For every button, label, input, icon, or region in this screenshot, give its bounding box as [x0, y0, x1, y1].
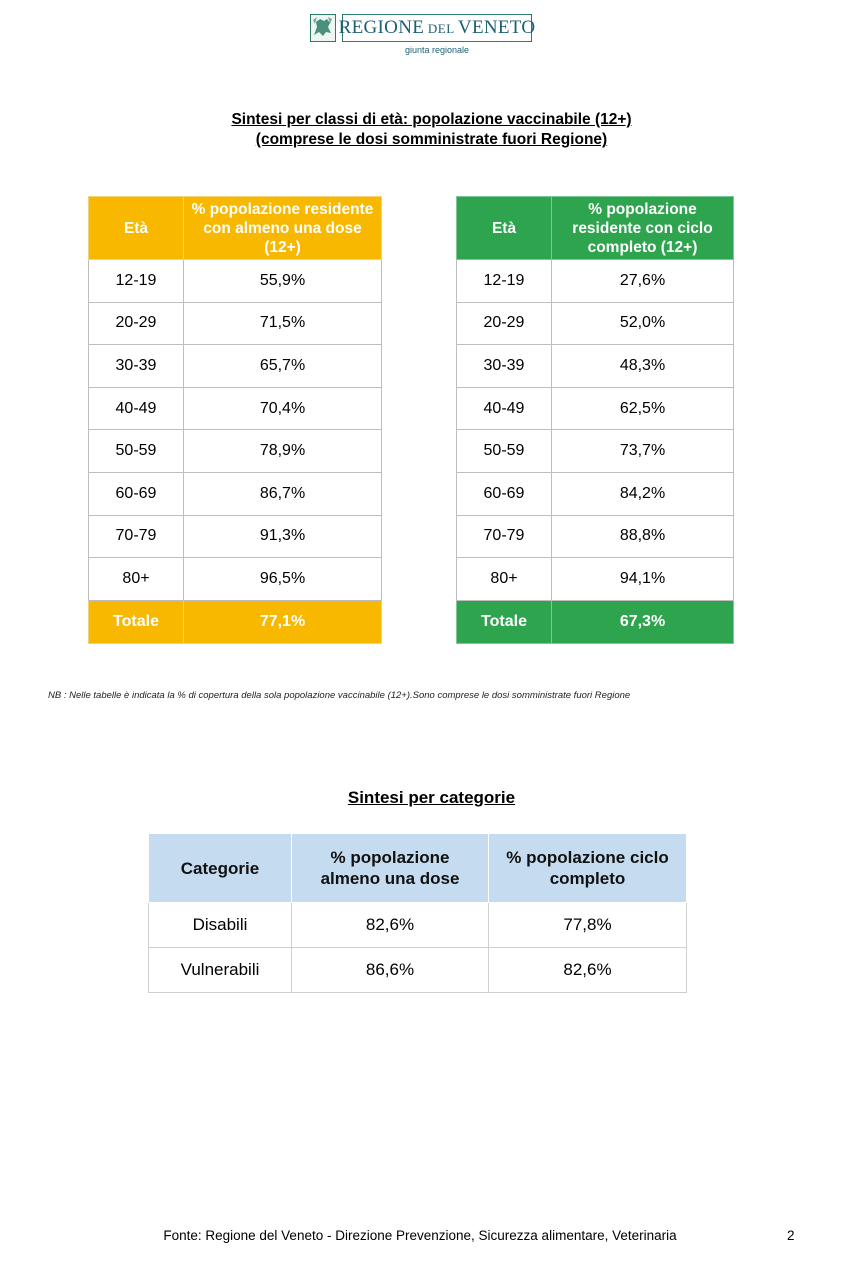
age-cell: 30-39: [89, 345, 184, 388]
table-row: [457, 302, 734, 345]
age-cell: 60-69: [457, 472, 552, 515]
total-row: [89, 600, 382, 643]
header-age: Età: [89, 197, 184, 260]
table-full-cycle: [456, 196, 734, 644]
value-cell: 52,0%: [552, 302, 734, 345]
one-dose-cell: 86,6%: [292, 948, 489, 993]
table-row: [457, 558, 734, 601]
total-row: [457, 600, 734, 643]
table-one-dose: [88, 196, 382, 644]
age-cell: 80+: [457, 558, 552, 601]
age-cell: 20-29: [89, 302, 184, 345]
age-cell: 40-49: [89, 387, 184, 430]
age-cell: 70-79: [89, 515, 184, 558]
value-cell: 86,7%: [184, 472, 382, 515]
table-row: [89, 387, 382, 430]
table-row: [89, 558, 382, 601]
value-cell: 55,9%: [184, 260, 382, 303]
value-cell: 70,4%: [184, 387, 382, 430]
footer-source: Fonte: Regione del Veneto - Direzione Prevenzione, Sicurezza alimentare, Veterinaria: [163, 1228, 677, 1243]
value-cell: 62,5%: [552, 387, 734, 430]
age-cell: 12-19: [89, 260, 184, 303]
table-row: [89, 472, 382, 515]
page-number: 2: [787, 1228, 795, 1243]
section-title-line1: Sintesi per classi di età: popolazione vaccinabile (12+): [231, 111, 632, 128]
age-cell: 50-59: [457, 430, 552, 473]
table-row: [457, 430, 734, 473]
region-logo: [308, 12, 536, 58]
value-cell: 96,5%: [184, 558, 382, 601]
age-cell: 50-59: [89, 430, 184, 473]
age-cell: 40-49: [457, 387, 552, 430]
age-cell: 60-69: [89, 472, 184, 515]
table-row: [89, 345, 382, 388]
one-dose-cell: 82,6%: [292, 903, 489, 948]
section-title-categories: Sintesi per categorie: [347, 788, 516, 807]
value-cell: 65,7%: [184, 345, 382, 388]
value-cell: 88,8%: [552, 515, 734, 558]
value-cell: 73,7%: [552, 430, 734, 473]
coverage-note: NB : Nelle tabelle è indicata la % di copertura della sola popolazione vaccinabile (12+).Sono comprese le dosi somministrate fuori Regione: [48, 690, 631, 701]
section-title-line2: (comprese le dosi somministrate fuori Regione): [255, 131, 608, 148]
table-row: [457, 472, 734, 515]
age-cell: 20-29: [457, 302, 552, 345]
total-value: 67,3%: [552, 600, 734, 643]
age-cell: 80+: [89, 558, 184, 601]
value-cell: 27,6%: [552, 260, 734, 303]
full-cycle-cell: 77,8%: [489, 903, 687, 948]
table-row: [149, 903, 687, 948]
full-cycle-cell: 82,6%: [489, 948, 687, 993]
value-cell: 94,1%: [552, 558, 734, 601]
table-row: [89, 430, 382, 473]
value-cell: 48,3%: [552, 345, 734, 388]
value-cell: 84,2%: [552, 472, 734, 515]
header-value: % popolazione residente con ciclo completo (12+): [552, 197, 734, 260]
category-cell: Disabili: [149, 903, 292, 948]
table-row: [457, 387, 734, 430]
table-row: [149, 948, 687, 993]
table-row: [457, 260, 734, 303]
lion-of-st-mark-icon: [310, 14, 336, 42]
value-cell: 78,9%: [184, 430, 382, 473]
logo-wordmark: [338, 14, 536, 42]
header-category: Categorie: [149, 834, 292, 903]
table-row: [457, 515, 734, 558]
value-cell: 71,5%: [184, 302, 382, 345]
table-row: [89, 260, 382, 303]
age-cell: 12-19: [457, 260, 552, 303]
header-one-dose: % popolazione almeno una dose: [292, 834, 489, 903]
category-cell: Vulnerabili: [149, 948, 292, 993]
total-label: Totale: [457, 600, 552, 643]
header-age: Età: [457, 197, 552, 260]
age-cell: 70-79: [457, 515, 552, 558]
logo-title: REGIONE DEL VENETO: [338, 17, 536, 38]
table-row: [89, 515, 382, 558]
total-value: 77,1%: [184, 600, 382, 643]
table-categories: [148, 833, 687, 993]
value-cell: 91,3%: [184, 515, 382, 558]
logo-subtitle: giunta regionale: [404, 45, 470, 55]
table-row: [89, 302, 382, 345]
age-cell: 30-39: [457, 345, 552, 388]
table-row: [457, 345, 734, 388]
section-title-age: [0, 110, 863, 150]
header-full-cycle: % popolazione ciclo completo: [489, 834, 687, 903]
total-label: Totale: [89, 600, 184, 643]
header-value: % popolazione residente con almeno una dose (12+): [184, 197, 382, 260]
